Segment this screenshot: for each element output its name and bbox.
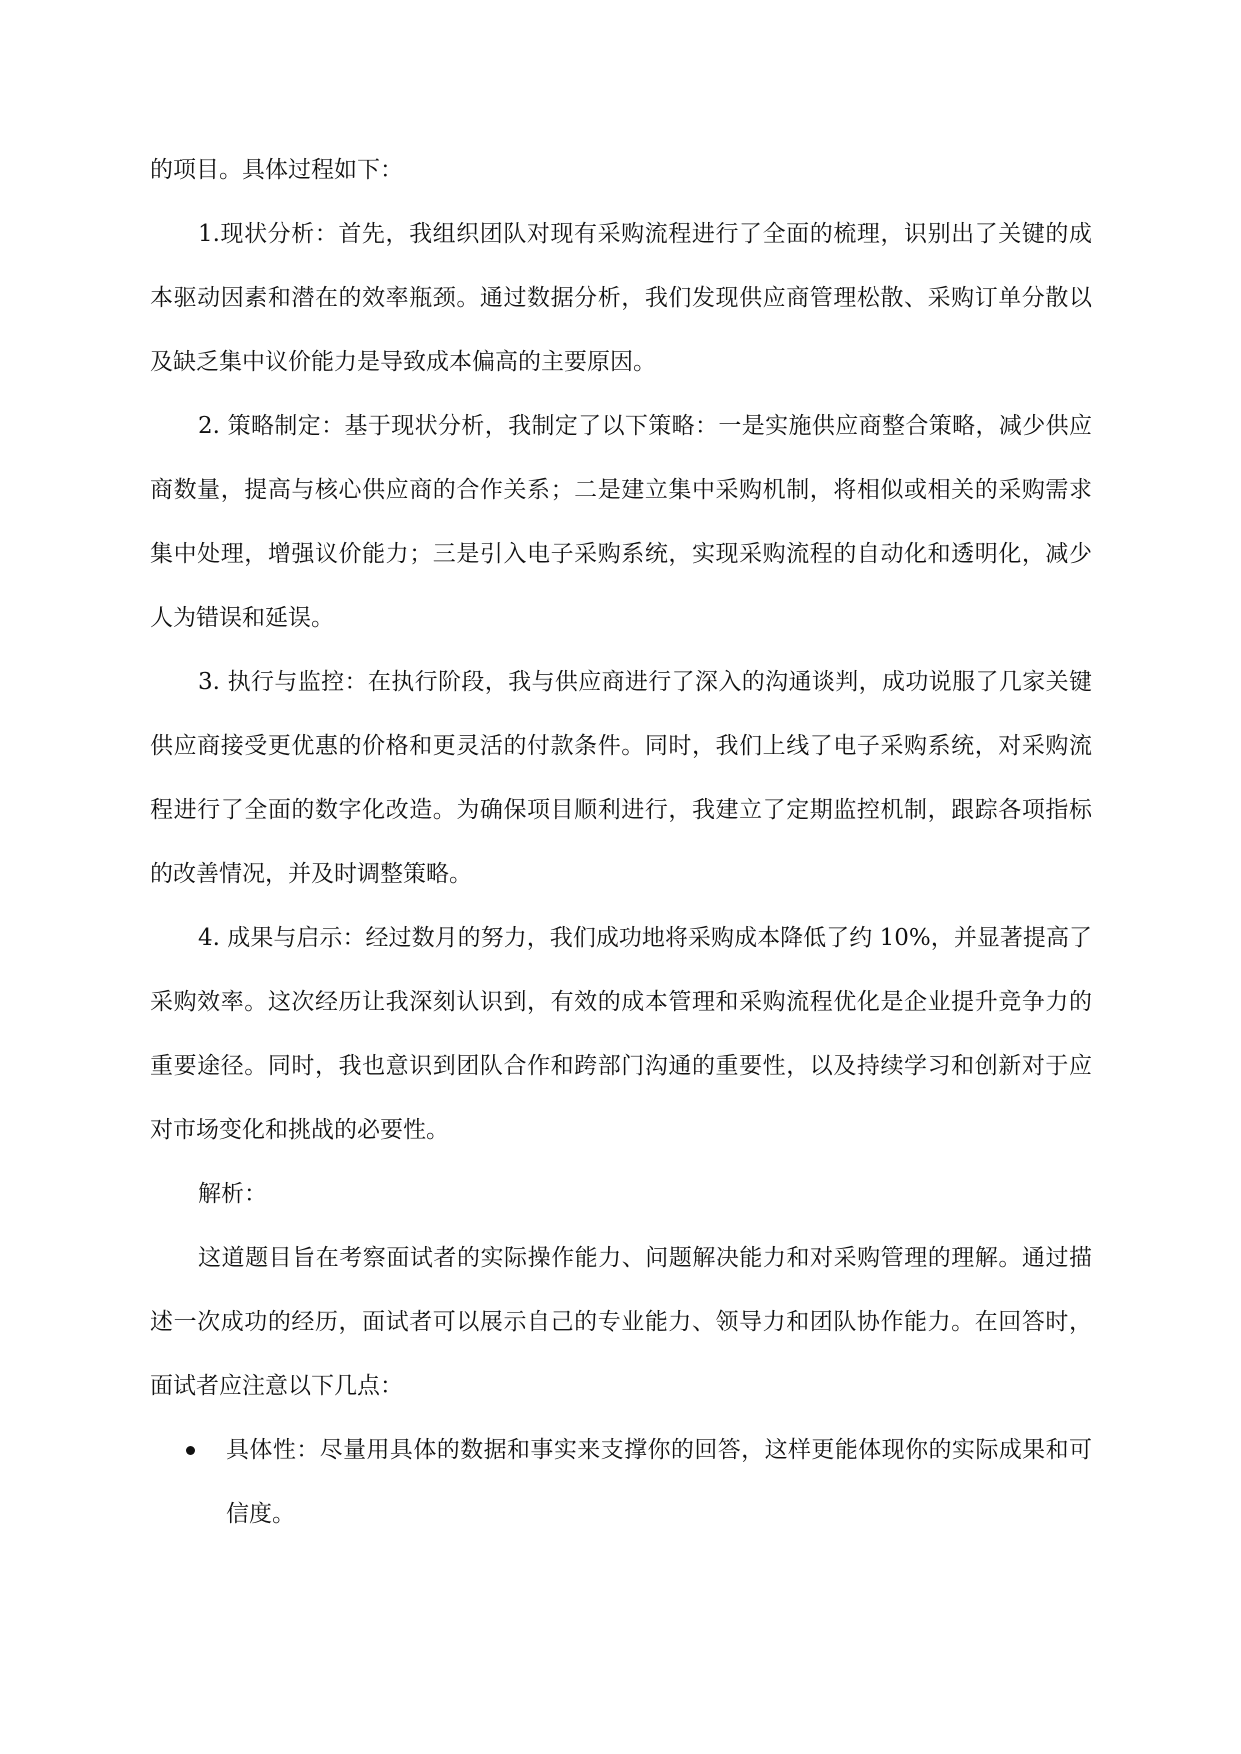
paragraph-execution: 3. 执行与监控：在执行阶段，我与供应商进行了深入的沟通谈判，成功说服了几家关键供应商接受更优惠的价格和更灵活的付款条件。同时，我们上线了电子采购系统，对采购流程进行了全面的数字化改造。为确保项目顺利进行，我建立了定期监控机制，跟踪各项指标的改善情况，并及时调整策略。	[150, 669, 1092, 887]
paragraph-continuation: 的项目。具体过程如下：	[150, 157, 403, 183]
bullet-list	[150, 1418, 1092, 1546]
bullet-item	[150, 1418, 1092, 1546]
paragraph-status-analysis: 1.现状分析：首先，我组织团队对现有采购流程进行了全面的梳理，识别出了关键的成本驱动因素和潜在的效率瓶颈。通过数据分析，我们发现供应商管理松散、采购订单分散以及缺乏集中议价能力是导致成本偏高的主要原因。	[150, 221, 1092, 375]
bullet-dot-icon	[186, 1446, 195, 1455]
document-page	[150, 138, 1092, 1546]
bullet-text: 具体性：尽量用具体的数据和事实来支撑你的回答，这样更能体现你的实际成果和可信度。	[226, 1437, 1092, 1527]
analysis-heading: 解析：	[198, 1181, 267, 1207]
paragraph-strategy: 2. 策略制定：基于现状分析，我制定了以下策略：一是实施供应商整合策略，减少供应商数量，提高与核心供应商的合作关系；二是建立集中采购机制，将相似或相关的采购需求集中处理，增强议价能力；三是引入电子采购系统，实现采购流程的自动化和透明化，减少人为错误和延误。	[150, 413, 1092, 631]
paragraph-results: 4. 成果与启示：经过数月的努力，我们成功地将采购成本降低了约 10%，并显著提高了采购效率。这次经历让我深刻认识到，有效的成本管理和采购流程优化是企业提升竞争力的重要途径。同时，我也意识到团队合作和跨部门沟通的重要性，以及持续学习和创新对于应对市场变化和挑战的必要性。	[150, 925, 1092, 1143]
paragraph-analysis: 这道题目旨在考察面试者的实际操作能力、问题解决能力和对采购管理的理解。通过描述一次成功的经历，面试者可以展示自己的专业能力、领导力和团队协作能力。在回答时，面试者应注意以下几点：	[150, 1245, 1092, 1399]
